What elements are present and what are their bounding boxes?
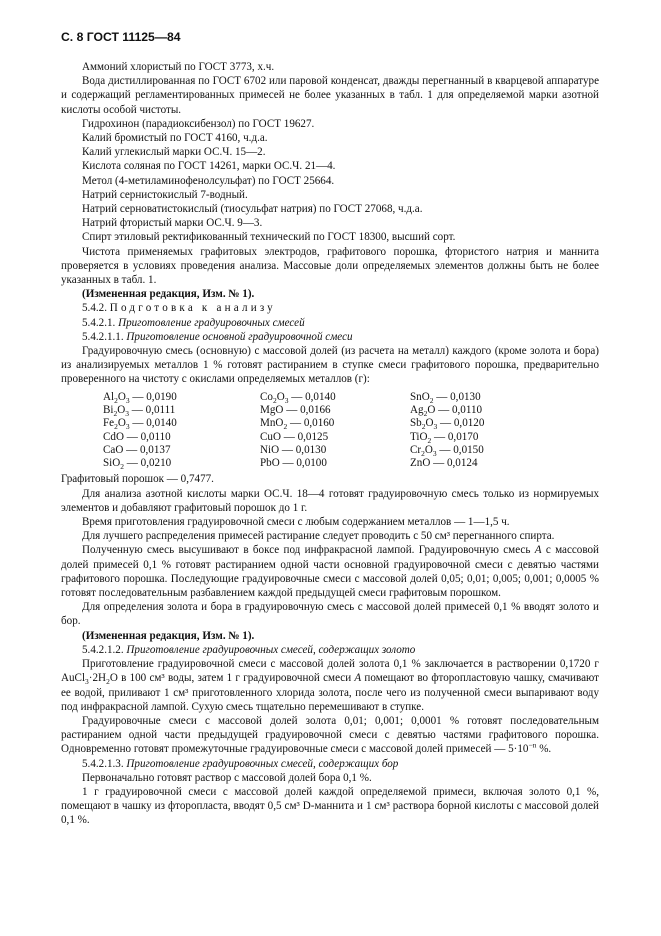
section-title: Приготовление основной градуировочной смеси [126,330,353,343]
oxide-mass: — 0,0137 [123,443,171,456]
oxide-formula: PbO [260,457,280,470]
oxide-mass: — 0,0125 [280,430,329,443]
gold-dilution-paragraph: Градуировочные смеси с массовой долей золота 0,01; 0,001; 0,0001 % готовят последовательным растиранием одной части предыдущей градуировочной смеси с девятью частями графитового порошка. Одновременно готовят промежуточные градуировочные смеси с массовой долей примесей — $5\cdot 10^{-n}$ %. [61,714,599,756]
oxide-mass: — 0,0110 [123,430,171,443]
oxide-table [61,391,599,471]
oxide-formula: $Co_2O_3$ [260,390,289,405]
oxide-formula: $Sb_2O_3$ [410,417,438,432]
oxide-entry [410,444,560,457]
reagent-list [61,60,599,287]
oxide-entry [103,444,260,457]
oxide-mass: — 0,0140 [288,390,336,403]
oxide-entry [103,417,260,430]
oxide-mass: — 0,0110 [435,403,483,416]
section-number: 5.4.2. [82,302,107,315]
reagent-item: Кислота соляная по ГОСТ 14261, марки ОС.Ч. 21—4. [82,160,336,173]
oxide-formula: CaO [103,443,124,456]
oxide-entry [410,404,560,417]
oxide-formula: MnO$_2$ [260,417,288,432]
oxide-mass: — 0,0124 [430,457,478,470]
reagent-item: Натрий фтористый марки ОС.Ч. 9—3. [82,217,263,230]
oxide-formula: $Bi_2O_3$ [103,403,129,419]
oxide-entry [410,417,560,430]
oxide-formula: CuO [260,430,281,443]
reagent-item: Метол (4-метиламинофенолсульфат) по ГОСТ 25664. [82,174,335,187]
section-5-4-2-1-2 [61,643,599,657]
oxide-mass: — 0,0166 [283,403,331,416]
oxide-formula: $Ag_2O$ [410,403,436,419]
oxide-formula: $Al_2O_3$ [103,390,130,405]
boron-solution-paragraph: Первоначально готовят раствор с массовой долей бора 0,1 %. [82,771,372,784]
gold-paragraph: Приготовление градуировочной смеси с массовой долей золота 0,1 % заключается в растворении 0,1720 г $AuCl_3\cdot 2H_2O$ в 100 см³ воды, затем 1 г градуировочной смеси А помещают во фторопластовую чашку, смачивают ее водой, приливают 1 см³ приготовленного хлорида золота, после чего из полученной смеси выпаривают воду под инфракрасной лампой. Сухую смесь тщательно перемешивают в ступке. [61,658,599,713]
section-5-4-2-1-3 [61,757,599,771]
oxide-entry [260,431,410,444]
oxide-entry [103,391,260,404]
main-mix-paragraph: Градуировочную смесь (основную) с массовой долей (из расчета на металл) каждого (кроме золота и бора) из анализируемых металлов 1 % готовят растиранием в ступке смеси графитового порошка, предварительно проверенного на чистоту с окислами определяемых металлов (г): [61,345,599,386]
section-title: Приготовление градуировочных смесей [118,316,305,329]
oxide-formula: ZnO [410,457,431,470]
oxide-entry [260,417,410,430]
oxide-formula: NiO [260,443,280,456]
oxide-entry [260,404,410,417]
oxide-entry [410,391,560,404]
edition-note: (Измененная редакция, Изм. № 1). [82,629,255,642]
reagent-item: Вода дистиллированная по ГОСТ 6702 или паровой конденсат, дважды перегнанный в кварцевой аппаратуре и содержащий регламентированных примесей не более указанных в табл. 1 для определяемой марки азотной кислоты особой чистоты. [61,75,599,116]
nitric-acid-paragraph: Для анализа азотной кислоты марки ОС.Ч. 18—4 готовят градуировочную смесь только из нормируемых элементов и добавляют графитовый порошок до 1 г. [61,487,599,514]
oxide-formula: SiO$_2$ [103,457,125,472]
page-header: С. 8 ГОСТ 11125—84 [61,30,181,44]
oxide-formula: $Cr_2O_3$ [410,443,437,459]
section-5-4-2 [61,301,599,315]
oxide-mass: — 0,0140 [129,417,177,430]
oxide-mass: — 0,0150 [436,443,484,456]
gold-boron-paragraph: Для определения золота и бора в градуировочную смесь с массовой долей примесей 0,1 % вводят золото и бор. [61,601,599,628]
section-5-4-2-1 [61,316,599,330]
section-number: 5.4.2.1.3. [82,757,124,770]
reagent-item: Натрий серноватистокислый (тиосульфат натрия) по ГОСТ 27068, ч.д.а. [82,203,423,216]
oxide-mass: — 0,0190 [129,390,177,403]
oxide-mass: — 0,0130 [433,390,481,403]
reagent-item: Калий бромистый по ГОСТ 4160, ч.д.а. [82,132,268,145]
oxide-mass: — 0,0111 [129,403,176,416]
section-title: Приготовление градуировочных смесей, содержащих бор [126,757,399,770]
oxide-entry [260,457,410,470]
mix-a-paragraph: Полученную смесь высушивают в боксе под инфракрасной лампой. Градуировочную смесь А с массовой долей примесей 0,1 % готовят растиранием одной части основной градуировочной смеси с девятью частями графитового порошка. Последующие градуировочные смеси с массовой долей 0,05; 0,01; 0,005; 0,001; 0,0005 % готовят последовательным разбавлением каждой предыдущей смеси графитовым порошком. [61,544,599,600]
oxide-mass: — 0,0130 [279,443,327,456]
boron-paragraph: 1 г градуировочной смеси с массовой долей каждой определяемой примеси, включая золото 0,1 %, помещают в чашку из фторопласта, вводят 0,5 см³ D-маннита и 1 см³ раствора борной кислоты с массовой долей 0,1 %. [61,785,599,827]
section-title: Подготовка к анализу [109,302,276,315]
section-number: 5.4.2.1.2. [82,643,124,656]
oxide-formula: CdO [103,430,124,443]
oxide-mass: — 0,0160 [287,417,335,430]
graphite-powder-line: Графитовый порошок — 0,7477. [61,473,214,486]
oxide-formula: MgO [260,403,284,416]
oxide-formula: SnO$_2$ [410,390,434,405]
reagent-item: Натрий сернистокислый 7-водный. [82,188,248,201]
oxide-formula: $Fe_2O_3$ [103,417,130,432]
oxide-mass: — 0,0210 [124,457,172,470]
oxide-entry [260,444,410,457]
oxide-entry [103,457,260,470]
oxide-entry [260,391,410,404]
section-title: Приготовление градуировочных смесей, содержащих золото [126,643,416,656]
oxide-entry [410,431,560,444]
section-5-4-2-1-1 [61,330,599,344]
edition-note: (Измененная редакция, Изм. № 1). [82,288,255,301]
oxide-entry [103,404,260,417]
section-number: 5.4.2.1.1. [82,330,124,343]
reagent-item: Аммоний хлористый по ГОСТ 3773, х.ч. [82,61,275,73]
oxide-formula: TiO$_2$ [410,430,432,445]
time-paragraph: Время приготовления градуировочной смеси с любым содержанием металлов — 1—1,5 ч. [82,516,510,529]
oxide-mass: — 0,0120 [437,417,485,430]
alcohol-paragraph: Для лучшего распределения примесей растирание следует проводить с 50 см³ перегнанного спирта. [82,530,555,543]
reagent-item: Спирт этиловый ректификованный технический по ГОСТ 18300, высший сорт. [82,231,456,244]
section-number: 5.4.2.1. [82,316,116,329]
oxide-mass: — 0,0100 [279,457,327,470]
purity-paragraph: Чистота применяемых графитовых электродов, графитового порошка, фтористого натрия и маннита проверяется в условиях проведения анализа. Массовые доли определяемых элементов должны быть не более указанных в табл. 1. [61,245,599,287]
oxide-entry [410,457,560,470]
reagent-item: Калий углекислый марки ОС.Ч. 15—2. [82,146,266,159]
oxide-entry [103,431,260,444]
reagent-item: Гидрохинон (парадиоксибензол) по ГОСТ 19627. [82,117,315,130]
oxide-mass: — 0,0170 [431,430,479,443]
